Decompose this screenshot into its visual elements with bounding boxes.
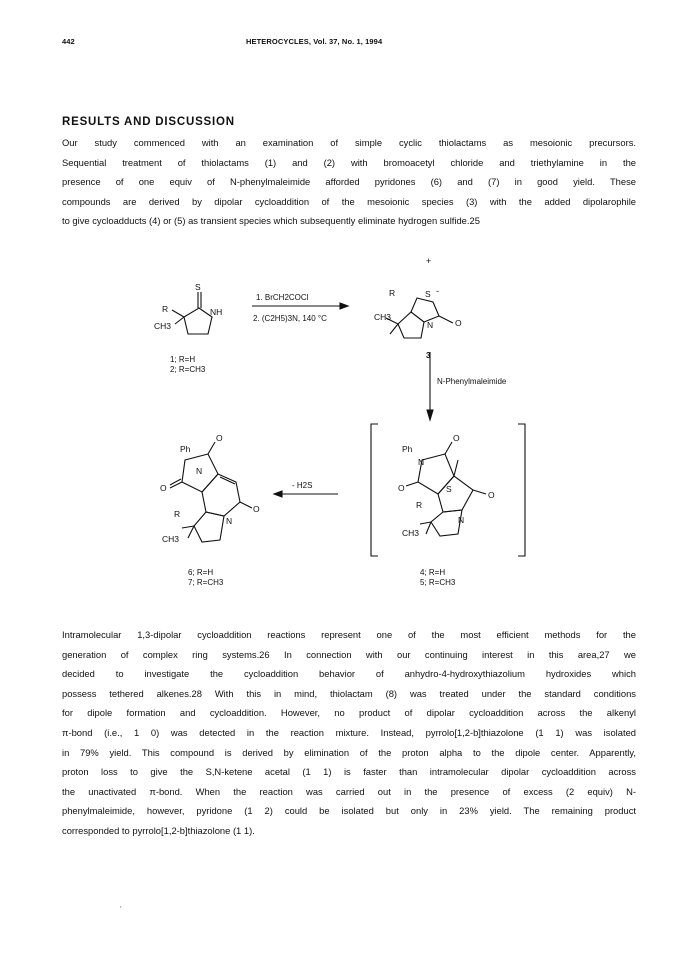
atom-label: N: [226, 516, 233, 526]
text-line: in 79% yield. This compound is derived by elimination of the proton alpha to the dipole center. Apparently,: [62, 746, 636, 758]
atom-label: CH3: [402, 528, 420, 538]
atom-label: N: [418, 457, 425, 467]
atom-label: Ph: [402, 444, 413, 454]
text-line: proton loss to give the S,N-ketene acetal (1 1) is faster than intramolecular dipolar cycloaddition across: [62, 766, 636, 778]
compound-label: 6; R=H: [188, 568, 214, 577]
atom-label: N: [427, 320, 434, 330]
reagent-text: 2. (C2H5)3N, 140 °C: [253, 314, 327, 323]
text-line: generation of complex ring systems.26 In connection with our continuing interest in this area,27 we: [62, 648, 636, 660]
compound-label: 4; R=H: [420, 568, 446, 577]
atom-label: S: [195, 282, 201, 292]
atom-label: O: [253, 504, 260, 514]
atom-label: O: [160, 483, 167, 493]
atom-label: NH: [210, 307, 223, 317]
atom-label: CH3: [374, 312, 392, 322]
text-line: Sequential treatment of thiolactams (1) and (2) with bromoacetyl chloride and triethylamine in the: [62, 156, 636, 168]
charge-label: +: [426, 256, 432, 266]
atom-label: R: [174, 509, 181, 519]
compound-label: 3: [426, 351, 431, 360]
text-line: the unactivated π-bond. When the reaction was carried out in the presence of excess (2 equiv) N-: [62, 785, 636, 797]
atom-label: O: [488, 490, 495, 500]
atom-label: R: [416, 500, 423, 510]
atom-label: S: [425, 289, 431, 299]
page-number: 442: [62, 37, 75, 46]
text-line: Intramolecular 1,3-dipolar cycloaddition reactions represent one of the most efficient methods for the: [62, 629, 636, 640]
atom-label: S: [446, 484, 452, 494]
scheme-drawing: [140, 256, 540, 602]
reagent-text: N-Phenylmaleimide: [437, 377, 507, 386]
atom-label: Ph: [180, 444, 191, 454]
section-heading: RESULTS AND DISCUSSION: [62, 116, 235, 128]
text-line: π-bond (i.e., 1 0) was detected in the reaction mixture. Instead, pyrrolo[1,2-b]thiazolone (1 1) was isolated: [62, 726, 636, 738]
text-line: for dipole formation and cycloaddition. However, no product of dipolar cycloaddition across the alkenyl: [62, 707, 636, 719]
text-line: corresponded to pyrrolo[1,2-b]thiazolone (1 1).: [62, 824, 255, 836]
atom-label: R: [389, 288, 396, 298]
reagent-text: 1. BrCH2COCl: [256, 293, 309, 302]
atom-label: N: [458, 515, 465, 525]
mesoionic-structure: [386, 298, 453, 338]
running-header: HETEROCYCLES, Vol. 37, No. 1, 1994: [246, 37, 383, 46]
text-line: Our study commenced with an examination of simple cyclic thiolactams as mesoionic precursors.: [62, 137, 636, 148]
compound-label: 1; R=H: [170, 355, 196, 364]
scan-mark: ': [120, 905, 122, 914]
text-line: decided to investigate the cycloaddition behavior of anhydro-4-hydroxythiazolium hydroxides which: [62, 668, 636, 680]
text-line: possess tethered alkenes.28 With this in mind, thiolactam (8) was treated under the standard conditions: [62, 687, 636, 699]
atom-label: O: [398, 483, 405, 493]
reaction-scheme: [140, 256, 540, 602]
pyridone-structure: [170, 442, 252, 542]
paragraph-intramolecular: [62, 625, 636, 841]
compound-label: 7; R=CH3: [188, 578, 224, 587]
text-line: compounds are derived by dipolar cycloaddition of the mesoionic species (3) with the added dipolarophile: [62, 195, 636, 207]
charge-label: -: [436, 286, 439, 296]
text-line: to give cycloadducts (4) or (5) as transient species which subsequently eliminate hydrogen sulfide.25: [62, 215, 480, 227]
compound-label: 2; R=CH3: [170, 365, 206, 374]
thiolactam-structure: [172, 292, 212, 334]
reagent-text: - H2S: [292, 481, 313, 490]
compound-label: 5; R=CH3: [420, 578, 456, 587]
atom-label: CH3: [162, 534, 180, 544]
atom-label: O: [216, 433, 223, 443]
text-line: presence of one equiv of N-phenylmaleimide afforded pyridones (6) and (7) in good yield. These: [62, 176, 636, 188]
text-line: phenylmaleimide, however, pyridone (1 2) could be isolated but only in 23% yield. The remaining product: [62, 805, 636, 817]
paragraph-intro: [62, 133, 636, 231]
atom-label: N: [196, 466, 203, 476]
atom-label: O: [455, 318, 462, 328]
atom-label: CH3: [154, 321, 172, 331]
atom-label: R: [162, 304, 169, 314]
atom-label: O: [453, 433, 460, 443]
